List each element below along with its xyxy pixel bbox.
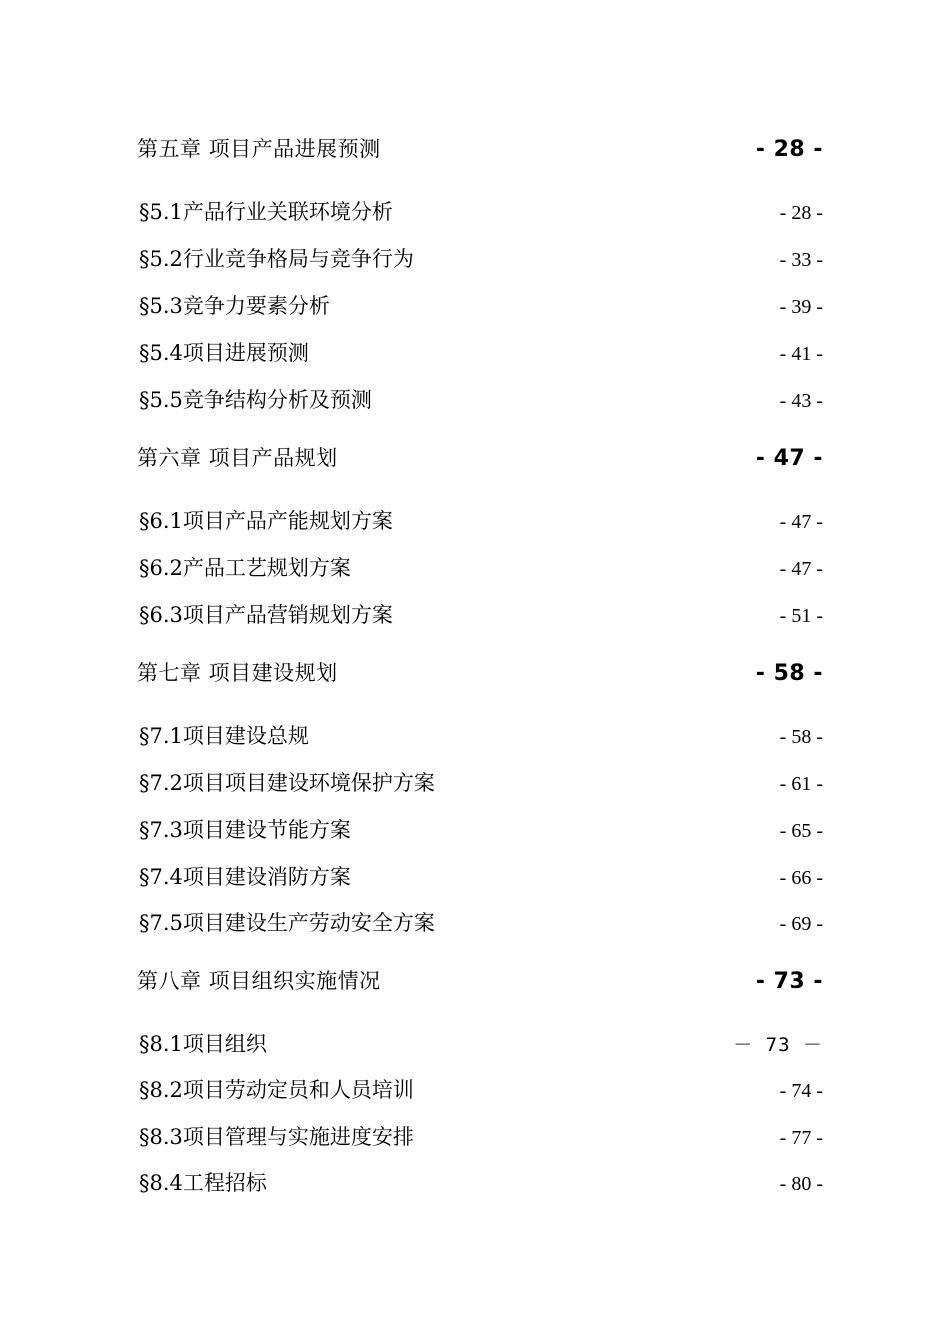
toc-entry-title: 第七章 项目建设规划 — [137, 661, 338, 685]
toc-chapter-7[interactable] — [137, 657, 823, 687]
toc-section-7-2[interactable] — [137, 767, 823, 797]
toc-entry-title: §7.2项目项目建设环境保护方案 — [139, 771, 435, 795]
toc-entry-title: §7.5项目建设生产劳动安全方案 — [139, 911, 435, 935]
toc-chapter-6[interactable] — [137, 442, 823, 472]
toc-entry-title: §7.3项目建设节能方案 — [139, 818, 351, 842]
toc-page-number: － 73 － — [733, 1034, 823, 1056]
toc-page-number: - 73 - — [755, 969, 823, 994]
toc-section-7-3[interactable] — [137, 814, 823, 844]
toc-section-7-1[interactable] — [137, 720, 823, 750]
toc-chapter-8[interactable] — [137, 965, 823, 995]
toc-entry-title: 第五章 项目产品进展预测 — [137, 137, 381, 161]
toc-section-5-2[interactable] — [137, 243, 823, 273]
toc-page-number: - 61 - — [779, 773, 823, 795]
toc-page-number: - 51 - — [779, 605, 823, 627]
toc-page-number: - 28 - — [755, 137, 823, 162]
toc-page-number: - 47 - — [779, 558, 823, 580]
toc-page-number: - 77 - — [779, 1127, 823, 1149]
toc-page-number: - 80 - — [779, 1173, 823, 1195]
toc-entry-title: §5.3竞争力要素分析 — [139, 294, 330, 318]
toc-entry-title: §8.3项目管理与实施进度安排 — [139, 1125, 414, 1149]
toc-page-number: - 43 - — [779, 390, 823, 412]
toc-section-6-2[interactable] — [137, 552, 823, 582]
toc-page-number: - 47 - — [779, 511, 823, 533]
toc-entry-title: §5.1产品行业关联环境分析 — [139, 200, 393, 224]
toc-page-number: - 58 - — [755, 661, 823, 686]
toc-section-8-4[interactable] — [137, 1167, 823, 1197]
toc-entry-title: §6.3项目产品营销规划方案 — [139, 603, 393, 627]
toc-entry-title: 第八章 项目组织实施情况 — [137, 969, 381, 993]
toc-section-8-1[interactable] — [137, 1028, 823, 1058]
toc-page-number: - 28 - — [779, 202, 823, 224]
toc-entry-title: §7.4项目建设消防方案 — [139, 865, 351, 889]
toc-entry-title: 第六章 项目产品规划 — [137, 446, 338, 470]
toc-page-number: - 74 - — [779, 1080, 823, 1102]
toc-page-number: - 69 - — [779, 913, 823, 935]
toc-entry-title: §5.5竞争结构分析及预测 — [139, 388, 372, 412]
toc-page-number: - 47 - — [755, 446, 823, 471]
toc-entry-title: §6.2产品工艺规划方案 — [139, 556, 351, 580]
toc-entry-title: §7.1项目建设总规 — [139, 724, 309, 748]
toc-page-number: - 41 - — [779, 343, 823, 365]
toc-entry-title: §8.1项目组织 — [139, 1032, 267, 1056]
toc-section-5-1[interactable] — [137, 196, 823, 226]
toc-entry-title: §8.2项目劳动定员和人员培训 — [139, 1078, 414, 1102]
toc-entry-title: §6.1项目产品产能规划方案 — [139, 509, 393, 533]
toc-page-number: - 39 - — [779, 296, 823, 318]
toc-section-5-4[interactable] — [137, 337, 823, 367]
toc-section-5-3[interactable] — [137, 290, 823, 320]
toc-page-number: - 33 - — [779, 249, 823, 271]
toc-section-8-2[interactable] — [137, 1074, 823, 1104]
toc-section-6-3[interactable] — [137, 599, 823, 629]
toc-section-7-4[interactable] — [137, 861, 823, 891]
toc-page-number: - 65 - — [779, 820, 823, 842]
toc-section-6-1[interactable] — [137, 505, 823, 535]
toc-section-8-3[interactable] — [137, 1121, 823, 1151]
toc-section-5-5[interactable] — [137, 384, 823, 414]
toc-page-number: - 58 - — [779, 726, 823, 748]
toc-section-7-5[interactable] — [137, 907, 823, 937]
toc-entry-title: §5.4项目进展预测 — [139, 341, 309, 365]
toc-chapter-5[interactable] — [137, 133, 823, 163]
toc-entry-title: §5.2行业竞争格局与竞争行为 — [139, 247, 414, 271]
toc-page-number: - 66 - — [779, 867, 823, 889]
toc-entry-title: §8.4工程招标 — [139, 1171, 267, 1195]
